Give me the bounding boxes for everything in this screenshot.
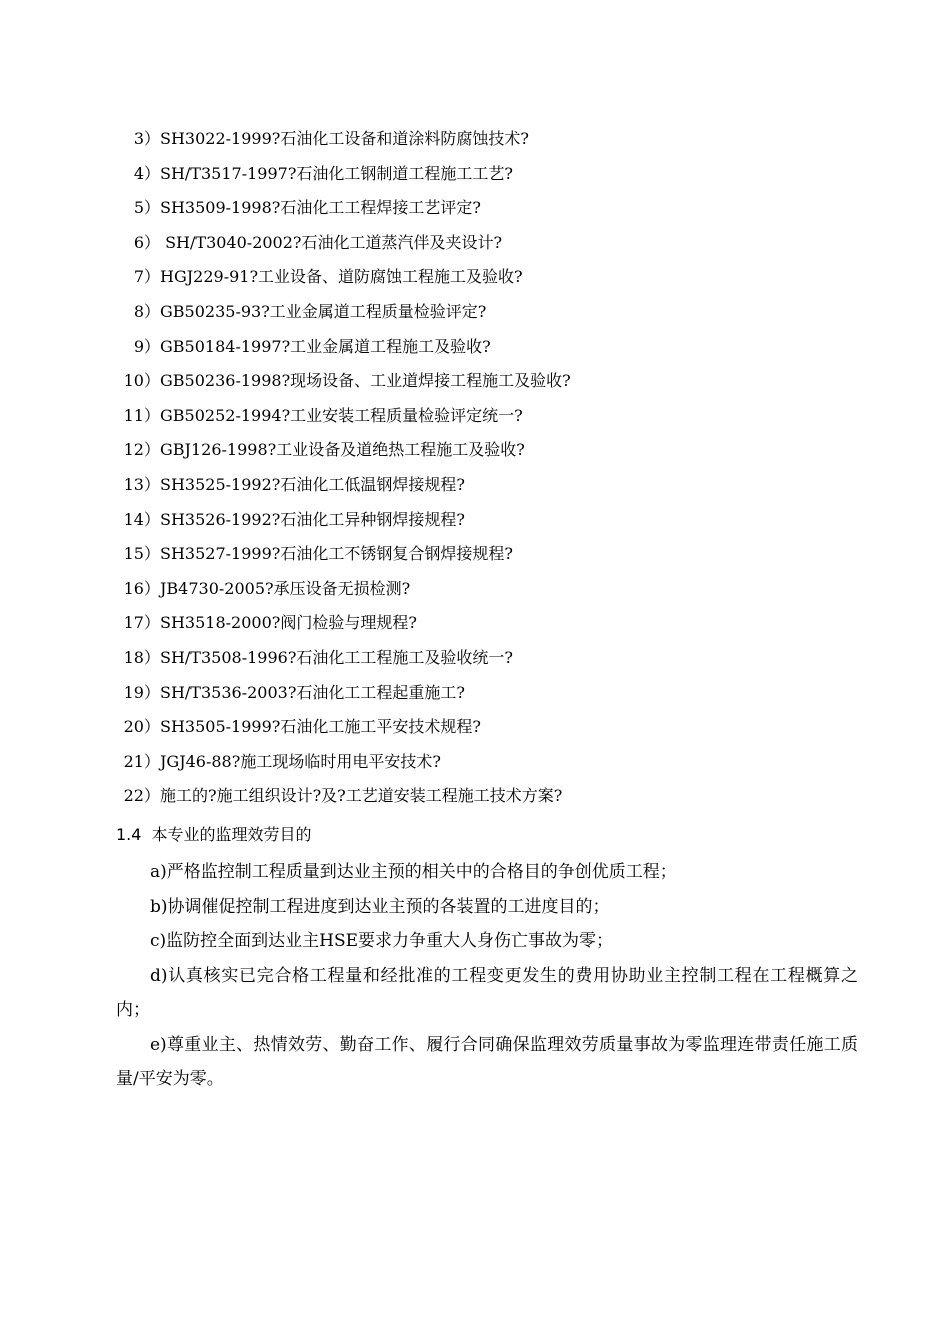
list-item <box>120 537 880 572</box>
list-item-text: JGJ46-88?施工现场临时用电平安技术? <box>160 751 441 771</box>
list-item <box>120 157 880 192</box>
standards-list <box>120 122 880 814</box>
list-item-number: 12） <box>123 440 160 460</box>
list-item-text: SH/T3040-2002?石油化工道蒸汽伴及夹设计? <box>160 232 503 252</box>
list-item-number: 16） <box>123 578 160 598</box>
list-item-number: 4） <box>133 163 160 183</box>
list-item-number: 6） <box>133 232 160 252</box>
list-item-number: 22） <box>123 786 160 806</box>
list-item-number: 19） <box>123 682 160 702</box>
objective-paragraph: c)监防控全面到达业主HSE要求力争重大人身伤亡事故为零； <box>150 931 614 951</box>
list-item-number: 3） <box>133 129 160 148</box>
list-item <box>120 295 880 330</box>
section-heading <box>116 820 311 850</box>
list-item <box>120 779 880 814</box>
list-item-text: SH3527-1999?石油化工不锈钢复合钢焊接规程? <box>160 544 513 564</box>
list-item <box>120 676 880 711</box>
list-item <box>120 433 880 468</box>
list-item-text: GB50184-1997?工业金属道工程施工及验收? <box>160 336 491 356</box>
list-item-text: SH3526-1992?石油化工异种钢焊接规程? <box>160 509 465 529</box>
list-item <box>120 641 880 676</box>
list-item <box>120 399 880 434</box>
objectives-block <box>116 855 858 1097</box>
list-item-text: SH3022-1999?石油化工设备和道涂料防腐蚀技术? <box>160 129 529 148</box>
list-item-number: 7） <box>133 267 160 287</box>
list-item-number: 8） <box>133 301 160 321</box>
list-item <box>120 260 880 295</box>
list-item-text: GB50252-1994?工业安装工程质量检验评定统一? <box>160 405 523 425</box>
list-item-text: SH3505-1999?石油化工施工平安技术规程? <box>160 717 481 737</box>
list-item <box>120 122 880 157</box>
list-item-text: SH/T3536-2003?石油化工工程起重施工? <box>160 682 465 702</box>
list-item-number: 11） <box>123 405 160 425</box>
list-item-number: 20） <box>123 717 160 737</box>
list-item-text: JB4730-2005?承压设备无损检测? <box>160 578 411 598</box>
list-item-number: 14） <box>123 509 160 529</box>
list-item <box>120 572 880 607</box>
list-item-number: 15） <box>123 544 160 564</box>
list-item-number: 17） <box>123 613 160 633</box>
list-item-text: SH/T3517-1997?石油化工钢制道工程施工工艺? <box>160 163 513 183</box>
list-item <box>120 503 880 538</box>
list-item-text: SH3525-1992?石油化工低温钢焊接规程? <box>160 474 465 494</box>
list-item <box>120 191 880 226</box>
objective-paragraph: b)协调催促控制工程进度到达业主预的各装置的工进度目的； <box>150 896 610 917</box>
list-item-text: SH3518-2000?阀门检验与理规程? <box>160 613 417 633</box>
objective-paragraph: d)认真核实已完合格工程量和经批准的工程变更发生的费用协助业主控制工程在工程概算之内； <box>116 965 858 1020</box>
list-item-text: GB50236-1998?现场设备、工业道焊接工程施工及验收? <box>160 371 571 391</box>
list-item-number: 10） <box>123 371 160 391</box>
list-item-text: SH3509-1998?石油化工工程焊接工艺评定? <box>160 198 481 218</box>
list-item <box>120 745 880 780</box>
list-item-text: GBJ126-1998?工业设备及道绝热工程施工及验收? <box>160 440 525 460</box>
list-item <box>120 364 880 399</box>
objective-paragraph: e)尊重业主、热情效劳、勤奋工作、履行合同确保监理效劳质量事故为零监理连带责任施工质量/平安为零。 <box>116 1034 858 1089</box>
objective-paragraph: a)严格监控制工程质量到达业主预的相关中的合格目的争创优质工程； <box>150 862 677 882</box>
list-item <box>120 710 880 745</box>
list-item <box>120 606 880 641</box>
list-item-number: 13） <box>123 474 160 494</box>
list-item <box>120 330 880 365</box>
list-item-text: SH/T3508-1996?石油化工工程施工及验收统一? <box>160 647 513 667</box>
list-item <box>120 468 880 503</box>
list-item-text: GB50235-93?工业金属道工程质量检验评定? <box>160 301 487 321</box>
list-item-text: 施工的?施工组织设计?及?工艺道安装工程施工技术方案? <box>160 786 563 806</box>
list-item-number: 21） <box>123 751 160 771</box>
list-item-number: 9） <box>133 336 160 356</box>
list-item-number: 18） <box>123 647 160 667</box>
list-item-number: 5） <box>133 198 160 218</box>
section-title: 本专业的监理效劳目的 <box>151 825 312 844</box>
section-number: 1.4 <box>116 825 142 844</box>
list-item <box>120 226 880 261</box>
list-item-text: HGJ229-91?工业设备、道防腐蚀工程施工及验收? <box>160 267 523 287</box>
